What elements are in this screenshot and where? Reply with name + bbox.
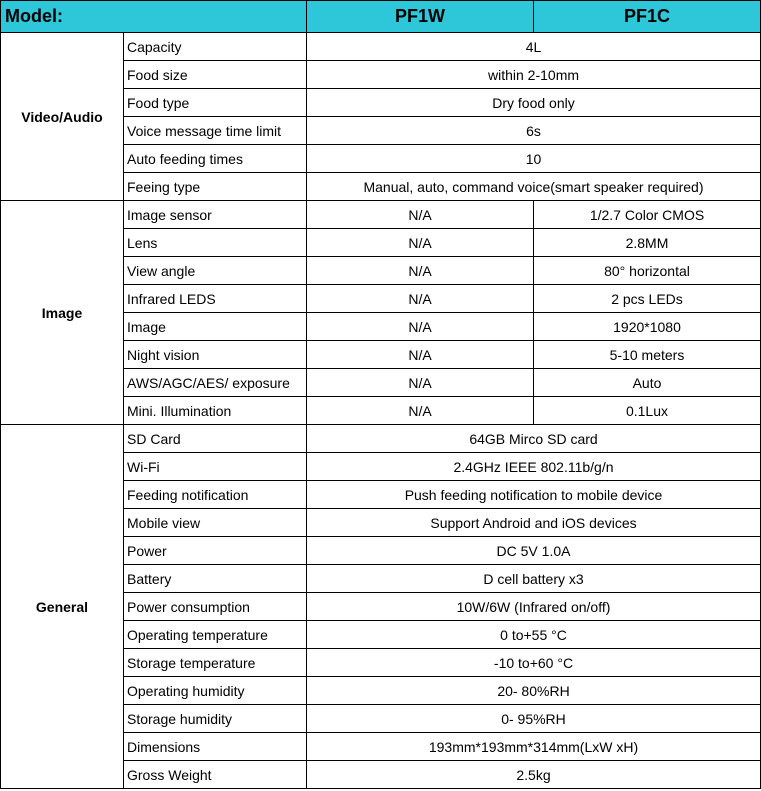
spec-value-pf1w: N/A — [307, 397, 534, 425]
spec-label: Image sensor — [124, 201, 307, 229]
spec-value: within 2-10mm — [307, 61, 761, 89]
spec-value-pf1w: N/A — [307, 285, 534, 313]
spec-value: 10 — [307, 145, 761, 173]
spec-label: Operating temperature — [124, 621, 307, 649]
model-pf1c-header: PF1C — [534, 1, 761, 33]
spec-value: Dry food only — [307, 89, 761, 117]
header-row — [1, 1, 761, 33]
spec-value: Push feeding notification to mobile device — [307, 481, 761, 509]
spec-label: Auto feeding times — [124, 145, 307, 173]
spec-value: Manual, auto, command voice(smart speaker required) — [307, 173, 761, 201]
spec-label: Voice message time limit — [124, 117, 307, 145]
group-general: General — [1, 425, 124, 789]
spec-value-pf1w: N/A — [307, 369, 534, 397]
spec-value: Support Android and iOS devices — [307, 509, 761, 537]
spec-label: Night vision — [124, 341, 307, 369]
spec-value: -10 to+60 °C — [307, 649, 761, 677]
spec-label: Dimensions — [124, 733, 307, 761]
spec-label: Storage humidity — [124, 705, 307, 733]
spec-value-pf1c: 1/2.7 Color CMOS — [534, 201, 761, 229]
spec-label: Battery — [124, 565, 307, 593]
spec-label: SD Card — [124, 425, 307, 453]
spec-value-pf1w: N/A — [307, 257, 534, 285]
spec-label: Wi-Fi — [124, 453, 307, 481]
spec-value: 64GB Mirco SD card — [307, 425, 761, 453]
spec-label: Operating humidity — [124, 677, 307, 705]
spec-label: Capacity — [124, 33, 307, 61]
spec-label: View angle — [124, 257, 307, 285]
table-row — [1, 425, 761, 453]
spec-value: D cell battery x3 — [307, 565, 761, 593]
spec-label: Feeding notification — [124, 481, 307, 509]
spec-value: 0- 95%RH — [307, 705, 761, 733]
spec-label: Mini. Illumination — [124, 397, 307, 425]
model-pf1w-header: PF1W — [307, 1, 534, 33]
table-row — [1, 33, 761, 61]
spec-value-pf1w: N/A — [307, 229, 534, 257]
spec-value-pf1c: 1920*1080 — [534, 313, 761, 341]
spec-label: AWS/AGC/AES/ exposure — [124, 369, 307, 397]
spec-value-pf1c: Auto — [534, 369, 761, 397]
spec-label: Food size — [124, 61, 307, 89]
spec-label: Mobile view — [124, 509, 307, 537]
spec-label: Gross Weight — [124, 761, 307, 789]
spec-value-pf1w: N/A — [307, 201, 534, 229]
spec-label: Image — [124, 313, 307, 341]
spec-value: 20- 80%RH — [307, 677, 761, 705]
spec-value-pf1c: 5-10 meters — [534, 341, 761, 369]
spec-value-pf1c: 2 pcs LEDs — [534, 285, 761, 313]
spec-value-pf1c: 0.1Lux — [534, 397, 761, 425]
spec-value: 2.5kg — [307, 761, 761, 789]
spec-value-pf1w: N/A — [307, 341, 534, 369]
spec-value-pf1w: N/A — [307, 313, 534, 341]
spec-value: DC 5V 1.0A — [307, 537, 761, 565]
spec-label: Power — [124, 537, 307, 565]
spec-value-pf1c: 80° horizontal — [534, 257, 761, 285]
spec-value: 6s — [307, 117, 761, 145]
group-video-audio: Video/Audio — [1, 33, 124, 201]
spec-label: Lens — [124, 229, 307, 257]
spec-value: 0 to+55 °C — [307, 621, 761, 649]
spec-value: 2.4GHz IEEE 802.11b/g/n — [307, 453, 761, 481]
spec-label: Storage temperature — [124, 649, 307, 677]
spec-value-pf1c: 2.8MM — [534, 229, 761, 257]
table-row — [1, 201, 761, 229]
group-image: Image — [1, 201, 124, 425]
spec-value: 193mm*193mm*314mm(LxW xH) — [307, 733, 761, 761]
spec-label: Power consumption — [124, 593, 307, 621]
model-label: Model: — [1, 1, 307, 33]
spec-label: Infrared LEDS — [124, 285, 307, 313]
spec-value: 4L — [307, 33, 761, 61]
spec-label: Food type — [124, 89, 307, 117]
spec-value: 10W/6W (Infrared on/off) — [307, 593, 761, 621]
spec-label: Feeing type — [124, 173, 307, 201]
